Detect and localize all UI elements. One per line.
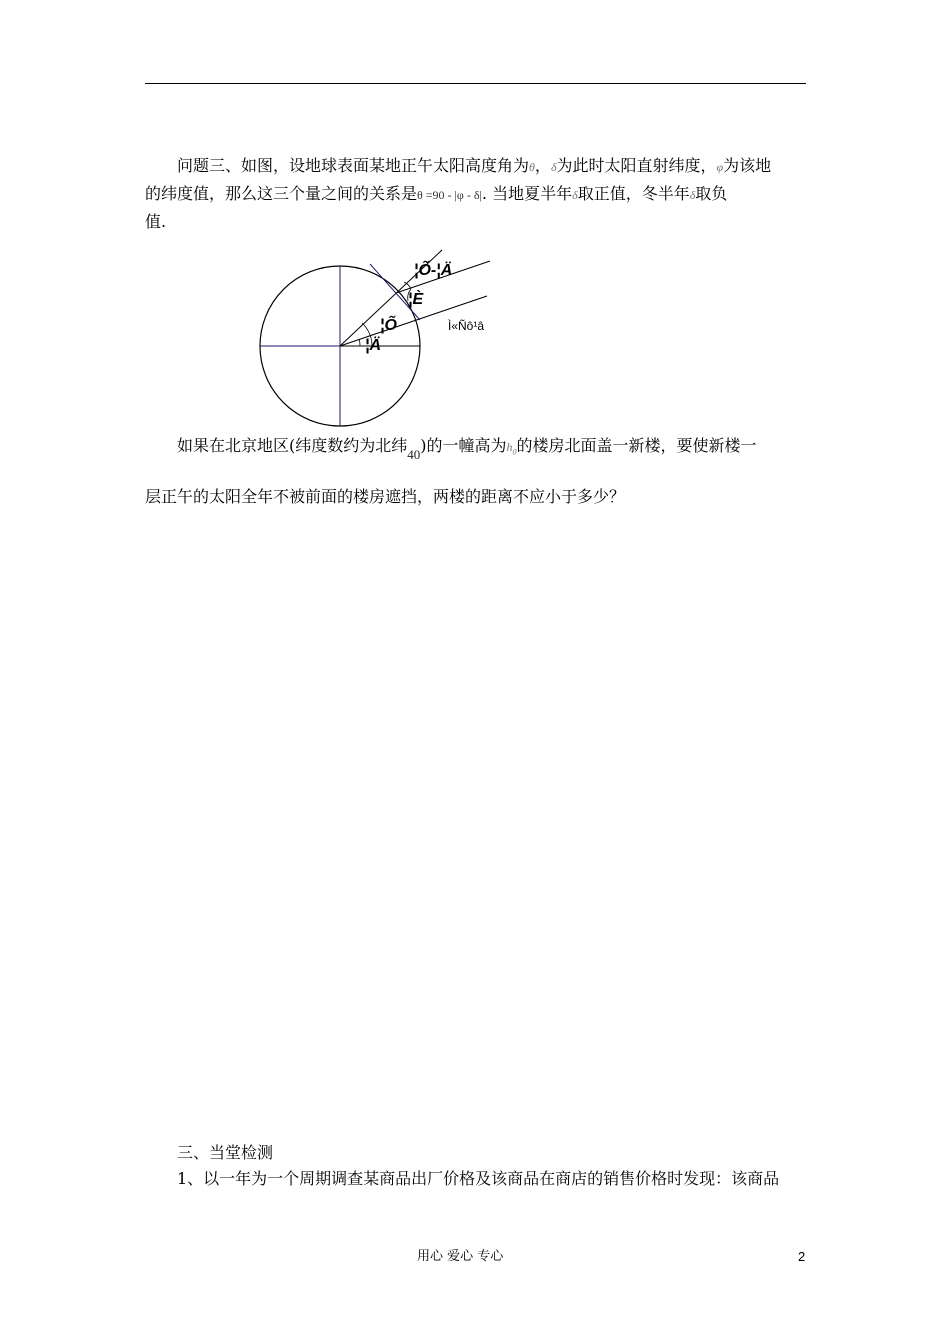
problem-text: ， (534, 156, 551, 175)
header-rule (145, 83, 806, 84)
latitude-value: 40 (407, 447, 421, 462)
label-phi-minus-delta: ¦Õ-¦Ä (414, 262, 453, 279)
problem-text: 取负 (695, 184, 728, 203)
height-letter: h (506, 440, 513, 454)
question-text: 的楼房北面盖一新楼，要使新楼一 (516, 436, 757, 455)
label-delta: ¦Ä (365, 337, 382, 354)
earth-diagram (250, 238, 520, 438)
problem-text: 为该地 (723, 156, 772, 175)
delta-symbol: δ (572, 188, 578, 202)
problem-text: 问题三、如图，设地球表面某地正午太阳高度角为 (177, 156, 530, 175)
delta-symbol: δ (689, 188, 696, 202)
question-line-2 (145, 487, 625, 507)
problem-text: 值. (145, 212, 167, 231)
problem-line-1 (177, 156, 771, 177)
question-text: )的一幢高为 (420, 436, 507, 455)
section-item-text: 1、以一年为一个周期调查某商品出厂价格及该商品在商店的销售价格时发现：该商品 (177, 1169, 780, 1188)
label-phi: ¦Õ (380, 317, 397, 334)
problem-text: . 当地夏半年 (481, 184, 573, 203)
problem-text: 的纬度值，那么这三个量之间的关系是 (145, 184, 418, 203)
question-line-1 (177, 436, 757, 462)
theta-symbol: θ (529, 160, 535, 174)
question-text: 层正午的太阳全年不被前面的楼房遮挡，两楼的距离不应小于多少？ (145, 487, 626, 506)
height-subscript: 0 (512, 447, 517, 457)
section-heading (177, 1143, 273, 1163)
page-number: 2 (798, 1249, 806, 1264)
angle-arc-delta (359, 339, 360, 346)
question-text: 如果在北京地区(纬度数约为北纬 (177, 436, 408, 455)
delta-symbol: δ (550, 160, 557, 174)
label-sunray: Ì«Ñô¹â (448, 319, 485, 333)
phi-symbol: φ (716, 160, 724, 174)
section-item-1 (177, 1169, 779, 1189)
problem-line-3 (145, 212, 166, 232)
problem-text: 为此时太阳直射纬度， (556, 156, 717, 175)
height-symbol (506, 440, 517, 457)
label-theta: ¦È (408, 291, 424, 308)
footer-motto: 用心 爱心 专心 (417, 1249, 504, 1264)
problem-line-2 (145, 184, 727, 205)
section-heading-text: 三、当堂检测 (177, 1143, 274, 1162)
formula: θ =90 - |φ - δ| (417, 188, 482, 202)
problem-text: 取正值，冬半年 (577, 184, 690, 203)
